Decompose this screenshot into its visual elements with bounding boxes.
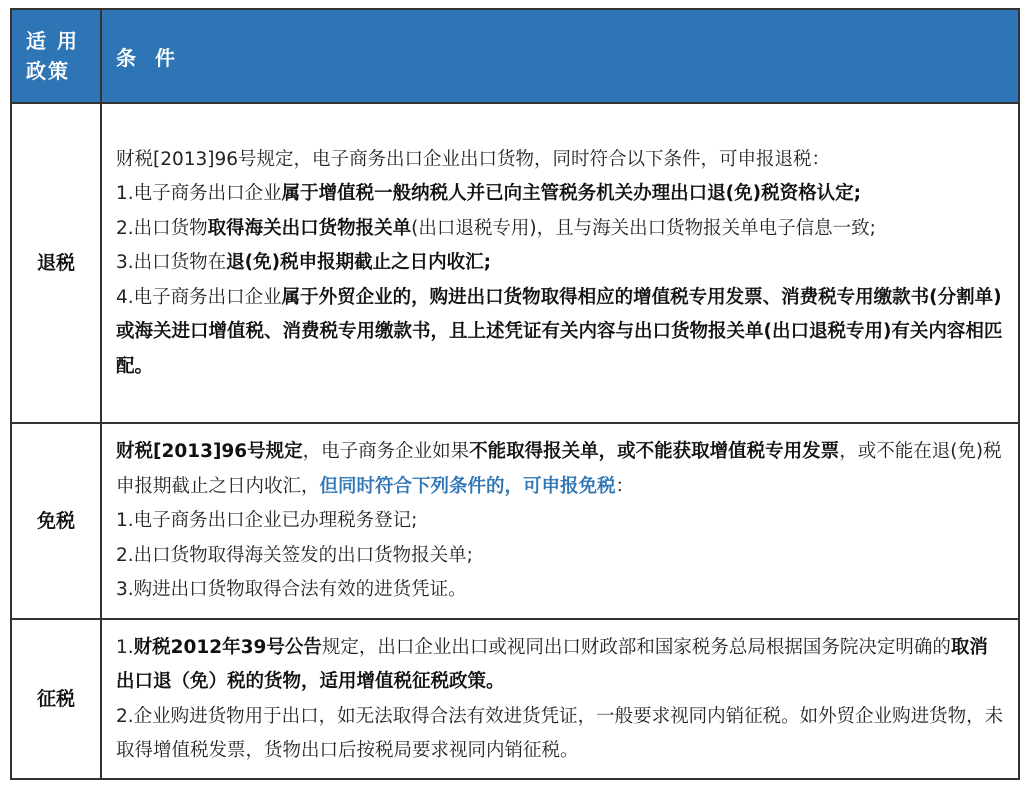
condition-line <box>116 212 1004 247</box>
text-run: ： <box>615 475 635 497</box>
policy-name: 免税 <box>11 423 101 619</box>
condition-cell <box>101 103 1019 423</box>
text-run: 3.购进出口货物取得合法有效的进货凭证。 <box>116 579 467 601</box>
table-header-row <box>11 9 1019 103</box>
header-policy-line1: 适 用 <box>26 29 79 53</box>
text-run: 3.出口货物在 <box>116 252 227 274</box>
header-condition: 条 件 <box>101 9 1019 103</box>
bold-text-run: 取得海关出口货物报关单 <box>207 217 412 239</box>
condition-line <box>116 177 1004 212</box>
text-run: 1.电子商务出口企业 <box>116 183 282 205</box>
text-run: 1. <box>116 636 134 658</box>
condition-line <box>116 539 1004 574</box>
condition-line <box>116 631 1004 700</box>
condition-line <box>116 435 1004 504</box>
bold-text-run: 财税[2013]96号规定 <box>116 441 303 463</box>
policy-name: 退税 <box>11 103 101 423</box>
text-run: ，电子商务企业如果 <box>302 441 470 463</box>
highlight-text-run: 但同时符合下列条件的，可申报免税 <box>319 475 616 497</box>
condition-line <box>116 246 1004 281</box>
bold-text-run: 退(免)税申报期截止之日内收汇; <box>226 252 491 274</box>
text-run: 规定，出口企业出口或视同出口财政部和国家税务总局根据国务院决定明确的 <box>321 636 951 658</box>
text-run: 2.出口货物 <box>116 217 208 239</box>
policy-table <box>10 8 1020 780</box>
text-run: 4.电子商务出口企业 <box>116 286 282 308</box>
text-run: ，或不能在退(免)税申报期截止之日内收汇， <box>116 441 1002 497</box>
bold-text-run: 财税2012年39号公告 <box>133 636 322 658</box>
condition-line <box>116 143 1004 178</box>
text-run: (出口退税专用)，且与海关出口货物报关单电子信息一致; <box>411 217 876 239</box>
bold-text-run: 属于外贸企业的，购进出口货物取得相应的增值税专用发票、消费税专用缴款书(分割单)或海关进口增值税、消费税专用缴款书，且上述凭证有关内容与出口货物报关单(出口退税专用)有关内容相匹配。 <box>116 286 1003 377</box>
bold-text-run: 取消出口退（免）税的货物，适用增值税征税政策。 <box>116 636 988 692</box>
condition-line <box>116 700 1004 769</box>
bold-text-run: 属于增值税一般纳税人并已向主管税务机关办理出口退(免)税资格认定; <box>281 183 861 205</box>
header-policy <box>11 9 101 103</box>
header-policy-line2: 政策 <box>26 59 70 83</box>
text-run: 财税[2013]96号规定，电子商务出口企业出口货物，同时符合以下条件，可申报退税： <box>116 148 831 170</box>
table-row <box>11 619 1019 779</box>
policy-name: 征税 <box>11 619 101 779</box>
condition-cell <box>101 423 1019 619</box>
bold-text-run: 不能取得报关单，或不能获取增值税专用发票 <box>469 441 840 463</box>
text-run: 2.出口货物取得海关签发的出口货物报关单; <box>116 544 473 566</box>
table-row <box>11 103 1019 423</box>
condition-line <box>116 281 1004 385</box>
condition-line <box>116 504 1004 539</box>
text-run: 2.企业购进货物用于出口，如无法取得合法有效进货凭证，一般要求视同内销征税。如外贸企业购进货物，未取得增值税发票，货物出口后按税局要求视同内销征税。 <box>116 705 1004 761</box>
condition-cell <box>101 619 1019 779</box>
condition-line <box>116 573 1004 608</box>
table-row <box>11 423 1019 619</box>
text-run: 1.电子商务出口企业已办理税务登记; <box>116 510 418 532</box>
